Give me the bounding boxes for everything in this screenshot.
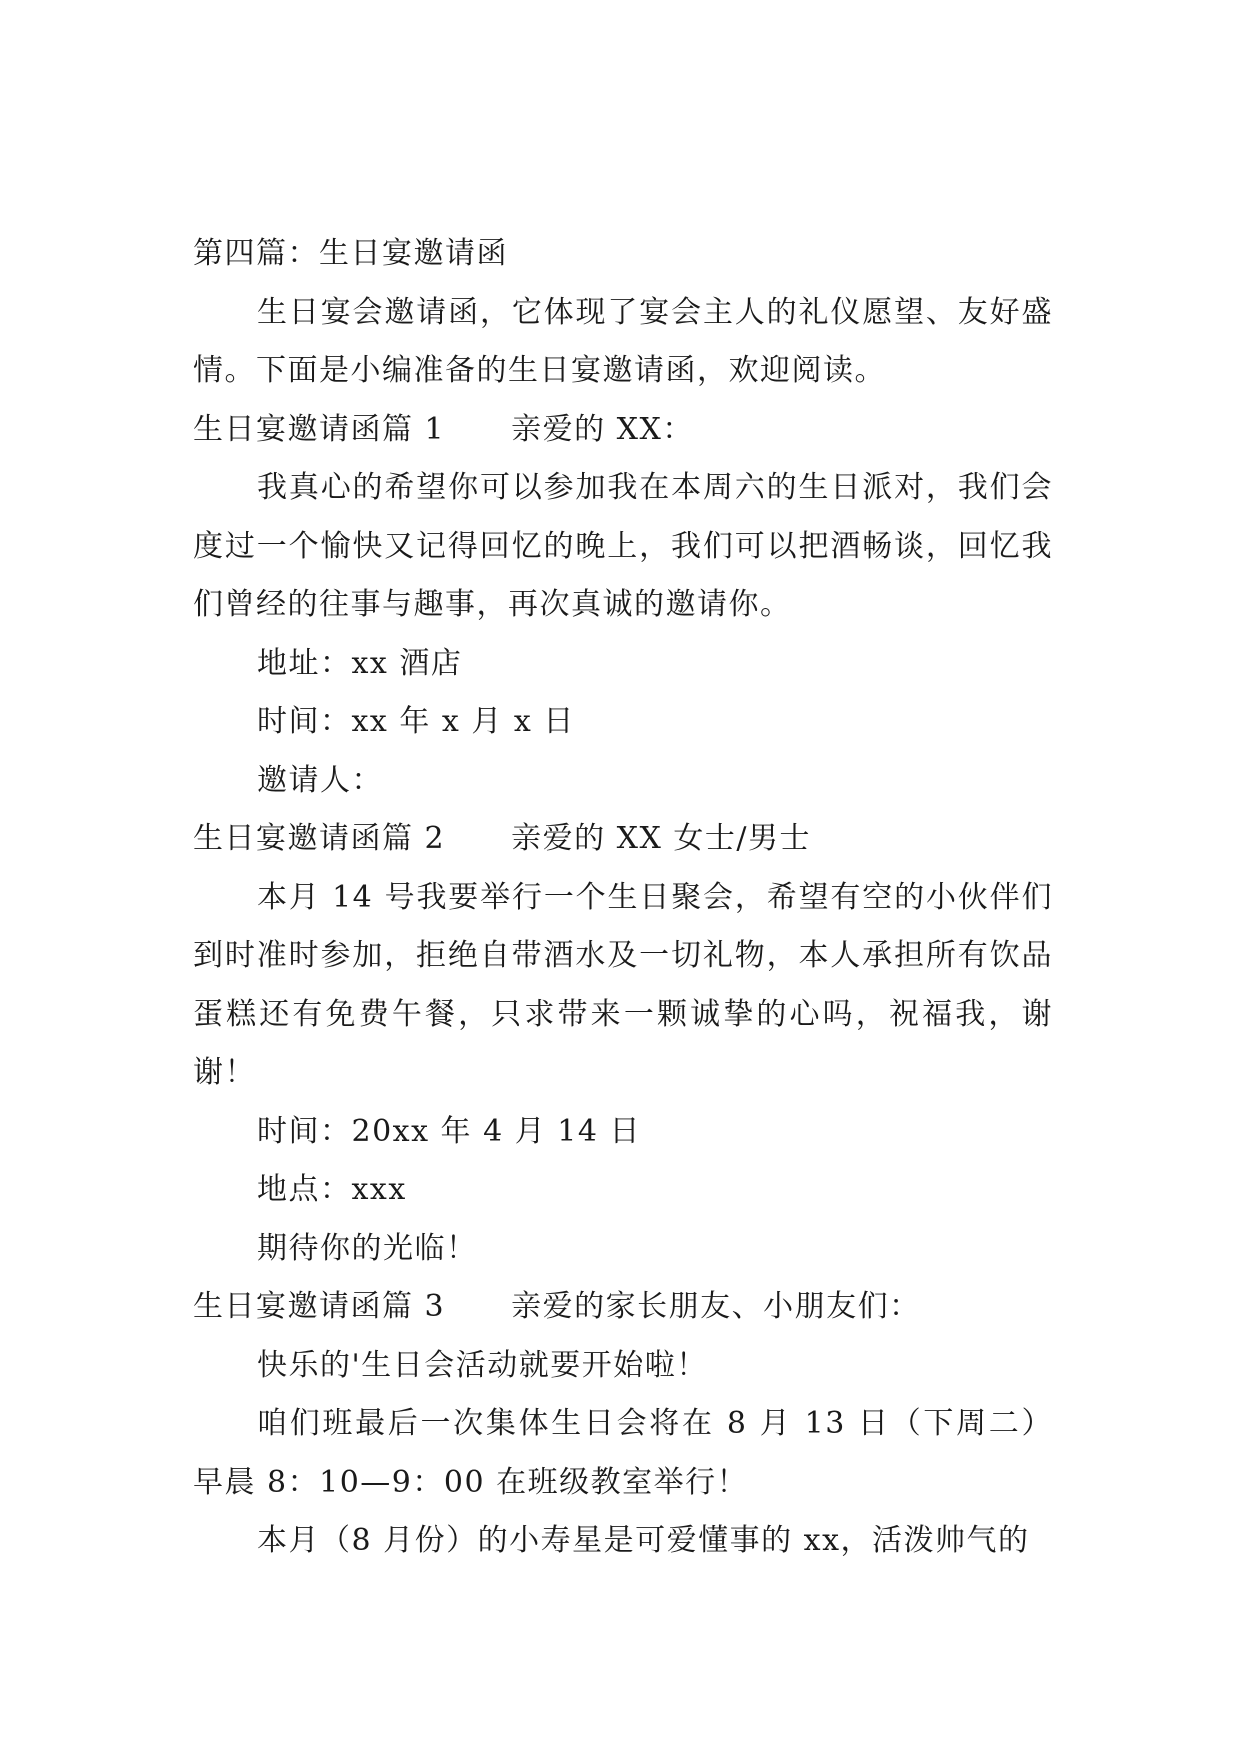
section-2-header [193,810,1053,869]
section-1-time: 时间：xx 年 x 月 x 日 [257,704,575,739]
section-3-header [193,1278,1053,1337]
section-1-salutation: 亲爱的 XX： [511,411,694,447]
section-3-schedule: 咱们班最后一次集体生日会将在 8 月 13 日（下周二）早晨 8：10—9：00 在班级教室举行！ [193,1406,1053,1500]
document-body [193,225,1053,1571]
section-1-header [193,401,1053,460]
section-2-time: 时间：20xx 年 4 月 14 日 [257,1113,641,1149]
section-1-inviter: 邀请人： [257,762,383,798]
section-2-place: 地点：xxx [257,1172,407,1207]
section-2-salutation: 亲爱的 XX 女士/男士 [511,821,812,856]
section-3-title: 生日宴邀请函篇 3 [193,1289,446,1324]
section-1-title: 生日宴邀请函篇 1 [193,411,446,447]
section-3-announce: 快乐的'生日会活动就要开始啦！ [257,1347,708,1383]
intro-paragraph: 生日宴会邀请函，它体现了宴会主人的礼仪愿望、友好盛情。下面是小编准备的生日宴邀请函，欢迎阅读。 [193,294,1053,388]
section-2-body: 本月 14 号我要举行一个生日聚会，希望有空的小伙伴们到时准时参加，拒绝自带酒水及一切礼物，本人承担所有饮品蛋糕还有免费午餐，只求带来一颗诚挚的心吗，祝福我，谢谢！ [193,879,1053,1090]
section-1-address: 地址：xx 酒店 [257,645,463,681]
section-3-stars: 本月（8 月份）的小寿星是可爱懂事的 xx，活泼帅气的 [257,1523,1030,1558]
section-1-body: 我真心的希望你可以参加我在本周六的生日派对，我们会度过一个愉快又记得回忆的晚上，我们可以把酒畅谈，回忆我们曾经的往事与趣事，再次真诚的邀请你。 [193,470,1053,622]
section-3-salutation: 亲爱的家长朋友、小朋友们： [511,1289,921,1324]
section-2-title: 生日宴邀请函篇 2 [193,821,446,856]
chapter-heading: 第四篇：生日宴邀请函 [193,236,508,271]
section-2-closing: 期待你的光临！ [257,1230,478,1266]
